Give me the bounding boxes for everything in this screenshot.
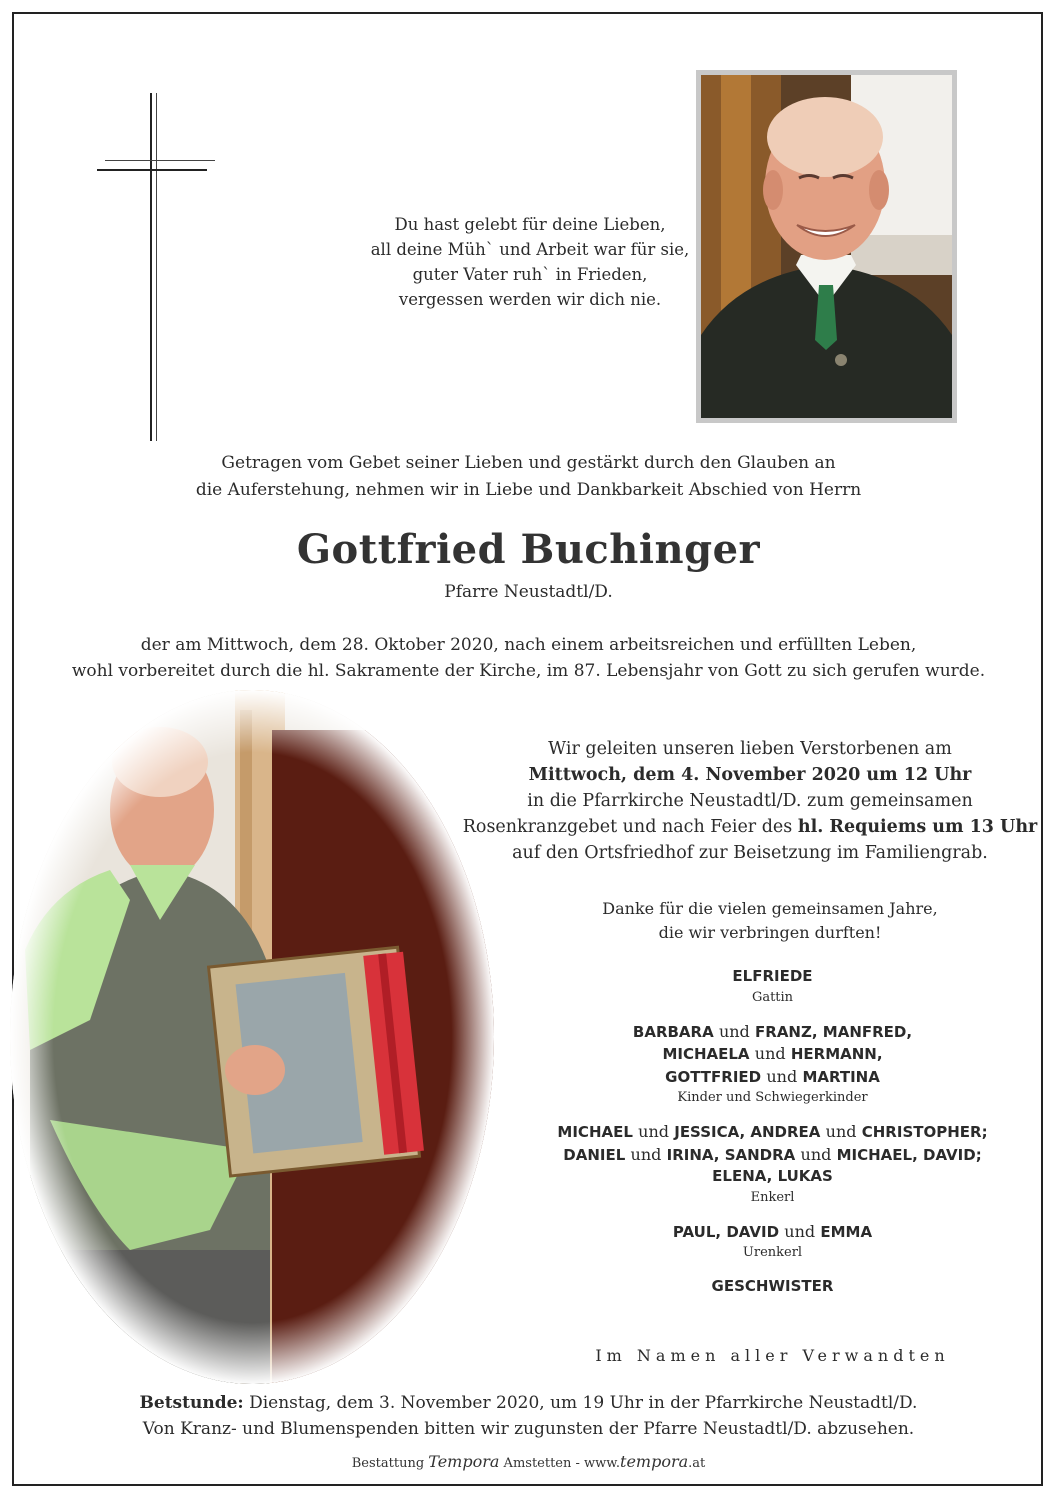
poem-line: Du hast gelebt für deine Lieben, [394,215,666,234]
poem-line: all deine Müh` und Arbeit war für sie, [370,240,690,259]
children-role: Kinder und Schwiegerkinder [677,1090,868,1105]
greatgrandchildren-line: PAUL, DAVID und EMMA [672,1221,873,1241]
intro-text [0,450,1057,504]
intro-line: die Auferstehung, nehmen wir in Liebe und Dankbarkeit Abschied von Herrn [195,480,862,500]
accordion-photo [10,690,495,1385]
thanks-line: die wir verbringen durften! [658,923,882,942]
death-line: der am Mittwoch, dem 28. Oktober 2020, nach einem arbeitsreichen und erfüllten Leben, [140,635,917,655]
thanks-text [520,897,1020,945]
children-line: MICHAELA und HERMANN, [662,1044,883,1063]
wife-role: Gattin [751,989,794,1005]
family-list [490,966,1055,1298]
funeral-date: Mittwoch, dem 4. November 2020 um 12 Uhr [528,765,972,785]
deceased-name: Gottfried Buchinger [296,526,761,573]
deceased-parish: Pfarre Neustadtl/D. [444,582,613,602]
intro-line: Getragen vom Gebet seiner Lieben und gestärkt durch den Glauben an [221,453,836,473]
prayer-info [0,1390,1057,1442]
funeral-details [450,736,1050,866]
relatives-signoff: Im Namen aller Verwandten [595,1346,950,1365]
grandchildren-line: MICHAEL und JESSICA, ANDREA und CHRISTOPHER; [557,1122,988,1141]
greatgrandchildren-role: Urenkerl [742,1245,803,1260]
poem-line: guter Vater ruh` in Frieden, [412,265,648,284]
donations-line: Von Kranz- und Blumenspenden bitten wir zugunsten der Pfarre Neustadtl/D. abzusehen. [142,1419,915,1439]
prayer-line: Betstunde: Dienstag, dem 3. November 2020, um 19 Uhr in der Pfarrkirche Neustadtl/D. [139,1393,918,1413]
wife-name: ELFRIEDE [732,967,813,985]
funeral-line: auf den Ortsfriedhof zur Beisetzung im Familiengrab. [512,843,988,863]
death-notice [0,632,1057,684]
thanks-line: Danke für die vielen gemeinsamen Jahre, [602,899,938,918]
poem-line: vergessen werden wir dich nie. [398,290,662,309]
children-line: BARBARA und FRANZ, MANFRED, [632,1021,913,1041]
prayer-label: Betstunde: [139,1393,244,1413]
tempora-logo: Tempora [428,1452,500,1471]
funeral-home-credit: Bestattung Tempora Amstetten - www.tempora.at [351,1452,706,1471]
requiem-time: hl. Requiems um 13 Uhr [797,817,1038,837]
poem [350,212,710,312]
funeral-line: in die Pfarrkirche Neustadtl/D. zum gemeinsamen [527,791,973,811]
portrait-photo [696,70,957,423]
grandchildren-line: DANIEL und IRINA, SANDRA und MICHAEL, DAVID; [563,1144,982,1164]
funeral-line: Rosenkranzgebet und nach Feier des hl. Requiems um 13 Uhr [462,817,1038,837]
grandchildren-line: ELENA, LUKAS [712,1167,833,1185]
grandchildren-role: Enkerl [750,1189,795,1205]
funeral-line: Wir geleiten unseren lieben Verstorbenen am [548,739,952,759]
death-line: wohl vorbereitet durch die hl. Sakramente der Kirche, im 87. Lebensjahr von Gott zu sich gerufen wurde. [71,661,986,681]
siblings: GESCHWISTER [711,1277,834,1295]
children-line: GOTTFRIED und MARTINA [665,1066,880,1086]
